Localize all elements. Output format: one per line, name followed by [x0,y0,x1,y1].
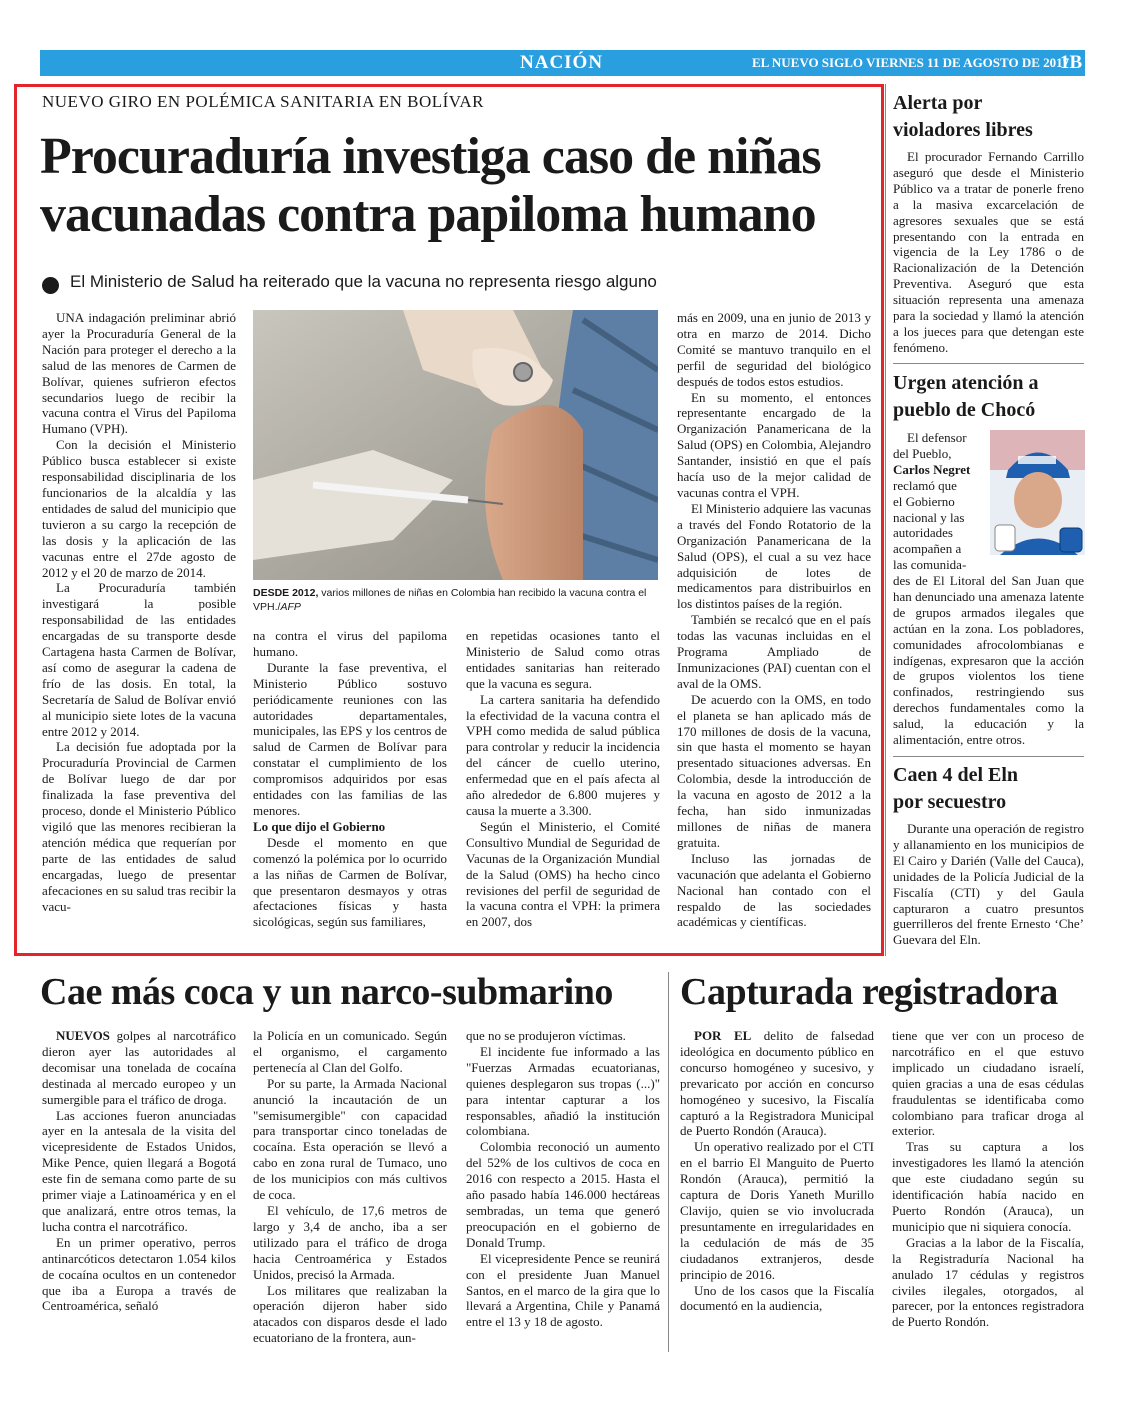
text-line: reclamó que [893,477,957,493]
sidebar-title-1 [893,90,1083,144]
vaccination-photo [253,310,658,580]
sidebar-title-2 [893,370,1083,424]
story2-column-3 [466,1028,660,1330]
paragraph: El Ministerio adquiere las vacunas a través del Fondo Rotatorio de la Organización Panamericana de la Salud (OPS), el cual a su vez hace adquisición de lotes de medicamentos para distribuirlos en los distintos países de la región. [677,500,871,612]
paragraph: Según el Ministerio, el Comité Consultivo Mundial de Seguridad de Vacunas de la Organización Mundial de la Salud (OMS) ha hecho cinco revisiones del perfil de seguridad de la vacuna contra el VPH: la primera en 2007, dos [466,818,660,930]
sidebar-title-line: Urgen atención a [893,372,1039,394]
story3-column-2 [892,1028,1084,1330]
sidebar-rule [893,363,1084,364]
main-column-2 [253,628,447,930]
main-headline-line2: vacunadas contra papiloma humano [40,186,816,243]
sidebar-title-line: por secuestro [893,791,1007,813]
paragraph: Tras su captura a los investigadores les llamó la atención que este ciudadano según su identificación había nacido en Puerto Rondón (Arauca), un municipio que ni siquiera conocía. [892,1139,1084,1234]
paragraph: De acuerdo con la OMS, en todo el planeta se han aplicado más de 170 millones de dosis de la vacuna, sin que hasta el momento se hayan presentado situaciones adversas. En Colombia, desde la introducción de la vacuna en agosto de 2012 a la fecha, han sido inmunizadas millones de niñas de manera gratuita. [677,691,871,850]
paragraph: na contra el virus del papiloma humano. [253,628,447,659]
paragraph: UNA indagación preliminar abrió ayer la Procuraduría General de la Nación para proteger el derecho a la salud de las menores de Carmen de Bolívar, quienes sufrieron efectos secundarios luego de recibir la vacuna contra el Virus del Papiloma Humano (VPH). [42,310,236,437]
paragraph: El vehículo, de 17,6 metros de largo y 3,4 de ancho, iba a ser utilizado para el tráfico de droga hacia Centroamérica y Estados Unidos, precisó la Armada. [253,1202,447,1282]
bullet-icon [42,277,59,294]
paragraph: en repetidas ocasiones tanto el Ministerio de Salud como otras entidades sanitarias han reiterado que la vacuna es segura. [466,628,660,691]
page-number: 1B [1060,52,1083,73]
paragraph: El vicepresidente Pence se reunirá con el presidente Juan Manuel Santos, en el marco de la gira que lo llevará a Argentina, Chile y Panamá entre el 13 y 18 de agosto. [466,1250,660,1330]
paragraph: La Procuraduría también investigará la posible responsabilidad de las entidades encargadas de su transporte desde Cartagena hasta Carmen de Bolívar, así como de asegurar la cadena de frío de las dosis. En total, la Secretaría de Salud de Bolívar envió al municipio siete lotes de la vacuna entre 2012 y 2014. [42,580,236,739]
paragraph: También se recalcó que en el país todas las vacunas incluidas en el Programa Ampliado de Inmunizaciones (PAI) cuentan con el aval de la OMS. [677,612,871,691]
main-column-4 [677,310,871,930]
paragraph: Con la decisión el Ministerio Público busca establecer si existe responsabilidad disciplinaria de los funcionarios de la alcaldía y las entidades de salud del municipio que tuvieron a su cargo la recepción de las dosis y la aplicación de las vacunas entre el 27de agosto de 2012 y el 20 de marzo de 2014. [42,437,236,580]
photo-caption [253,586,658,614]
text-line: autoridades [893,525,953,541]
paragraph: la Policía en un comunicado. Según el organismo, el cargamento pertenecía al Clan del Golfo. [253,1028,447,1075]
main-column-1 [42,310,236,914]
paragraph: Un operativo realizado por el CTI en el barrio El Manguito de Puerto Rondón (Arauca), permitió la captura de Doris Yaneth Murillo Clavijo, quien se vio involucrada presuntamente en irregularidades en la cedulación de más de 35 ciudadanos extranjeros, desde principio de 2016. [680,1139,874,1282]
sidebar-title-3 [893,762,1083,816]
paragraph: El incidente fue informado a las "Fuerzas Armadas ecuatorianas, quienes desplegaron sus tropas (...)" para intentar capturar a los responsables, añadió la institución colombiana. [466,1043,660,1139]
story2-headline: Cae más coca y un narco-submarino [40,971,613,1013]
story2-column-2 [253,1028,447,1346]
sidebar-text-3 [893,821,1084,948]
caption-lead: DESDE 2012, [253,587,319,599]
lead-word: POR EL [694,1028,752,1043]
paragraph: tiene que ver con un proceso de narcotráfico en el que estuvo implicado un ciudadano israelí, quien gracias a una de esas cédulas fraudulentas se identificaba como colombiano para traficar droga al exterior. [892,1028,1084,1139]
paragraph: Desde el momento en que comenzó la polémica por lo ocurrido a las niñas de Carmen de Bolívar, que presentaron desmayos y otras afectaciones físicas y hasta sicológicas, según sus familiares, [253,834,447,930]
person-name: Carlos Negret [893,461,971,477]
text-line: nacional y las [893,509,965,525]
paragraph: En un primer operativo, perros antinarcóticos detectaron 1.054 kilos de cocaína ocultos en un contenedor que iba a Europa a través de Centroamérica, señaló [42,1234,236,1314]
story2-column-1 [42,1028,236,1314]
text-line: del Pueblo, [893,445,952,461]
avatar [990,430,1085,555]
paragraph: Las acciones fueron anunciadas ayer en la antesala de la visita del vicepresidente de Estados Unidos, Mike Pence, quien llegará a Bogotá este fin de semana como parte de su primer viaje a Latinoamérica y en el que analizará, entre otros temas, la lucha contra el narcotráfico. [42,1107,236,1234]
main-headline-line1: Procuraduría investiga caso de niñas [40,128,821,185]
text-line: las comunida- [893,557,967,573]
paragraph: Gracias a la labor de la Fiscalía, la Registraduría Nacional ha anulado 17 cédulas y registros civiles ilegales, otorgados, al parecer, por la entonces registradora de Puerto Rondón. [892,1234,1084,1330]
paragraph: La cartera sanitaria ha defendido la efectividad de la vacuna contra el VPH como medida de salud pública para controlar y reducir la incidencia del cáncer de cuello uterino, enfermedad que en el país afecta al año alrededor de 6.800 mujeres y causa la muerte a 3.300. [466,691,660,818]
sidebar-rule [893,756,1084,757]
sidebar-text-2a [893,430,985,573]
paragraph: golpes al narcotráfico dieron ayer las autoridades al decomisar una tonelada de cocaína destinada al mercado europeo y un sumergible para el tráfico de droga. [42,1028,236,1107]
paragraph: des de El Litoral del San Juan que han denunciado una amenaza latente de grupos armados ilegales que actúan en la zona. Los pobladores, comunidades afrocolombianas e indígenas, expresaron que la acción de grupos violentos los tiene confinados, restringiendo sus derechos fundamentales como la salud, la educación y la alimentación, entre otros. [893,573,1084,748]
lead-word: NUEVOS [56,1028,110,1043]
paragraph: La decisión fue adoptada por la Procuraduría Provincial de Carmen de Bolívar luego de dar por finalizada la fase preventiva del proceso, donde el Ministerio Público vigiló que las menores recibieran la atención médica que requerían por parte de las entidades de salud encargadas, luego de presentar afecaciones en su salud tras recibir la vacu- [42,739,236,914]
date-line: EL NUEVO SIGLO VIERNES 11 DE AGOSTO DE 2017 [752,55,1070,70]
story-divider [668,972,669,1352]
text-line: el Gobierno [893,493,955,509]
story3-column-1 [680,1028,874,1314]
paragraph: Colombia reconoció un aumento del 52% de los cultivos de coca en 2016 con respecto a 2015. Hasta el año pasado había 146.000 hectáreas sembradas, un tema que generó preocupación en el gobierno de Donald Trump. [466,1139,660,1250]
main-column-3 [466,628,660,930]
paragraph: que no se produjeron víctimas. [466,1028,626,1043]
text-line: acompañen a [893,541,962,557]
caption-text: varios millones de niñas en Colombia han recibido la vacuna contra el VPH./ [253,587,647,613]
main-headline [40,128,870,244]
sidebar-title-line: violadores libres [893,119,1033,141]
paragraph: Incluso las jornadas de vacunación que adelanta el Gobierno Nacional han contado con el respaldo de las sociedades académicas y científicas. [677,850,871,930]
sidebar-title-line: Caen 4 del Eln [893,764,1019,786]
sidebar-divider [885,84,886,956]
paragraph: Durante una operación de registro y allanamiento en los municipios de El Cairo y Darién (Valle del Cauca), unidades de la Policía Judicial de la Fiscalía (CTI) y del Gaula capturaron a cuatro presuntos guerrilleros del frente Ernesto ‘Che’ Guevara del Eln. [893,821,1084,948]
main-kicker: NUEVO GIRO EN POLÉMICA SANITARIA EN BOLÍVAR [42,92,484,111]
sidebar-title-line: Alerta por [893,92,983,114]
paragraph: Uno de los casos que la Fiscalía documentó en la audiencia, [680,1282,874,1314]
paragraph: Los militares que realizaban la operación dijeron haber sido atacados con disparos desde el lado ecuatoriano de la frontera, aun- [253,1282,447,1346]
sidebar-text-1 [893,149,1084,356]
main-deck: El Ministerio de Salud ha reiterado que la vacuna no representa riesgo alguno [70,272,657,291]
sidebar-text-2b [893,573,1084,748]
paragraph: Por su parte, la Armada Nacional anunció la incautación de un "semisumergible" con capacidad para transportar cinco toneladas de cocaína. Esta operación se llevó a cabo en zona rural de Tumaco, uno de los municipios con más cultivos de coca. [253,1075,447,1203]
subheading: Lo que dijo el Gobierno [253,818,386,834]
paragraph: En su momento, el entonces representante encargado de la Organización Panamericana de la Salud (OPS) en Colombia, Alejandro Santander, insistió en que el país hacía uso de la mejor calidad de vacunas contra el VPH. [677,389,871,500]
story3-headline: Capturada registradora [680,971,1058,1013]
paragraph: Durante la fase preventiva, el Ministerio Público sostuvo periódicamente reuniones con las autoridades departamentales, municipales, las EPS y los centros de salud de Carmen de Bolívar para constatar el cumplimiento de los compromisos adquiridos por esas entidades con las familias de las menores. [253,659,447,818]
paragraph: delito de falsedad ideológica en documento público en concurso homogéneo y sucesivo, y prevaricato por acción en concurso homogéneo y sucesivo, la Fiscalía capturó a la Registradora Municipal de Puerto Rondón (Arauca). [680,1028,874,1139]
paragraph: más en 2009, una en junio de 2013 y otra en marzo de 2014. Dicho Comité se mantuvo tranquilo en el perfil de seguridad del biológico después de todos estos estudios. [677,310,871,389]
text-line: El defensor [907,430,967,445]
sidebar-title-line: pueblo de Chocó [893,399,1036,421]
caption-credit: AFP [280,601,301,613]
paragraph: El procurador Fernando Carrillo aseguró que desde el Ministerio Público va a tratar de ponerle freno a la masiva excarcelación de agresores sexuales que se está presentando con la entrada en vigencia de la Ley 1786 o de Racionalización de la Detención Preventiva. Aseguró que esta situación representa una amenaza para la sociedad y llamó la atención a los jueces para que detengan este fenómeno. [893,149,1084,355]
section-name: NACIÓN [520,52,604,73]
